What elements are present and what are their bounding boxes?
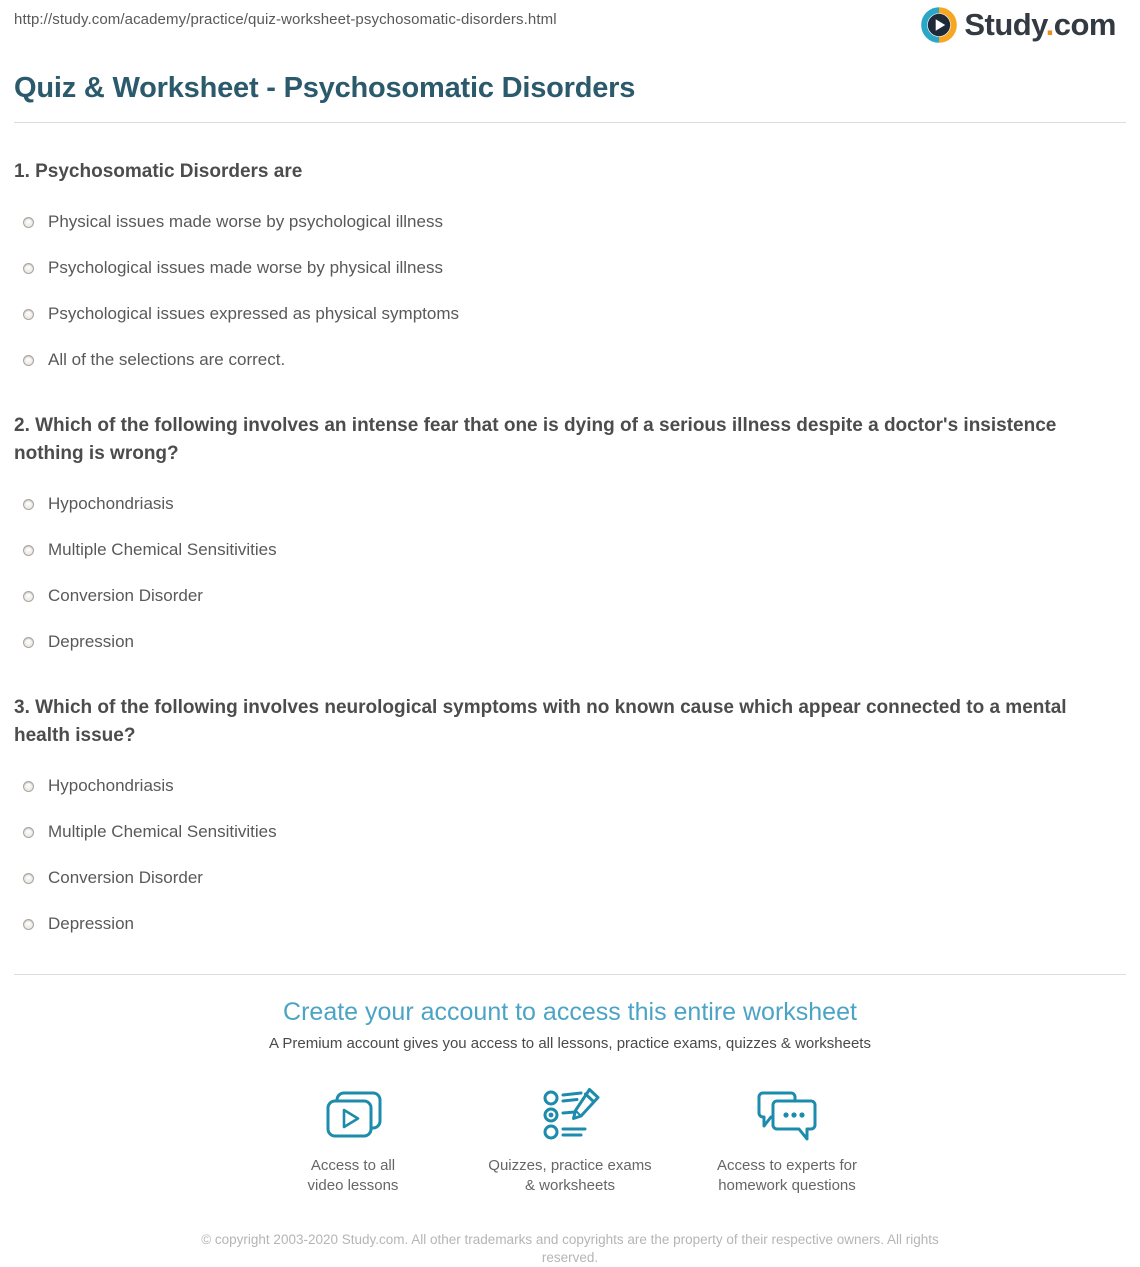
question-heading: 2. Which of the following involves an intense fear that one is dying of a serious illness despite a doctor's insistence nothing is wrong? — [14, 415, 1057, 464]
answer-option[interactable] — [23, 494, 1126, 514]
option-label: Conversion Disorder — [48, 586, 203, 605]
answer-option[interactable] — [23, 258, 1126, 278]
option-label: All of the selections are correct. — [48, 350, 286, 369]
question-heading: 1. Psychosomatic Disorders are — [14, 161, 303, 182]
feature-label: Access to experts for homework questions — [716, 1157, 858, 1194]
page-title: Quiz & Worksheet - Psychosomatic Disorders — [14, 72, 636, 104]
radio-button[interactable] — [23, 499, 34, 510]
question-3 — [14, 694, 1126, 934]
option-label: Hypochondriasis — [48, 776, 174, 795]
option-label: Hypochondriasis — [48, 494, 174, 513]
option-label: Psychological issues made worse by physical illness — [48, 258, 443, 277]
radio-button[interactable] — [23, 217, 34, 228]
radio-button[interactable] — [23, 263, 34, 274]
feature-quizzes-worksheets — [462, 1085, 679, 1196]
quizzes-worksheets-icon — [462, 1085, 679, 1145]
page-url: http://study.com/academy/practice/quiz-worksheet-psychosomatic-disorders.html — [14, 11, 557, 28]
answer-option[interactable] — [23, 304, 1126, 324]
answer-option[interactable] — [23, 540, 1126, 560]
radio-button[interactable] — [23, 873, 34, 884]
answer-option[interactable] — [23, 822, 1126, 842]
studycom-logo[interactable] — [921, 7, 1116, 43]
logo-wordmark: Study.com — [964, 7, 1116, 42]
chat-experts-icon — [679, 1085, 896, 1145]
question-1 — [14, 158, 1126, 370]
question-heading: 3. Which of the following involves neurological symptoms with no known cause which appear connected to a mental health issue? — [14, 697, 1067, 746]
radio-button[interactable] — [23, 309, 34, 320]
feature-video-lessons — [245, 1085, 462, 1196]
radio-button[interactable] — [23, 781, 34, 792]
create-account-link[interactable]: Create your account to access this entire worksheet — [283, 998, 857, 1026]
option-label: Psychological issues expressed as physical symptoms — [48, 304, 460, 323]
video-lessons-icon — [245, 1085, 462, 1145]
copyright-notice: © copyright 2003-2020 Study.com. All other trademarks and copyrights are the property of their respective owners. All rights reserved. — [201, 1232, 939, 1265]
option-label: Depression — [48, 914, 134, 933]
title-divider — [14, 122, 1126, 123]
radio-button[interactable] — [23, 355, 34, 366]
play-circle-icon — [921, 7, 957, 43]
radio-button[interactable] — [23, 919, 34, 930]
top-bar — [14, 0, 1126, 58]
answer-option[interactable] — [23, 350, 1126, 370]
option-label: Multiple Chemical Sensitivities — [48, 540, 277, 559]
radio-button[interactable] — [23, 545, 34, 556]
feature-label: Quizzes, practice exams & worksheets — [488, 1157, 652, 1194]
option-label: Physical issues made worse by psychological illness — [48, 212, 443, 231]
feature-list — [14, 1085, 1126, 1196]
option-label: Conversion Disorder — [48, 868, 203, 887]
answer-option[interactable] — [23, 914, 1126, 934]
answer-option[interactable] — [23, 212, 1126, 232]
feature-homework-experts — [679, 1085, 896, 1196]
answer-option[interactable] — [23, 586, 1126, 606]
question-2 — [14, 412, 1126, 652]
radio-button[interactable] — [23, 827, 34, 838]
radio-button[interactable] — [23, 591, 34, 602]
answer-option[interactable] — [23, 868, 1126, 888]
premium-benefits-text: A Premium account gives you access to all lessons, practice exams, quizzes & worksheets — [269, 1035, 871, 1052]
option-label: Multiple Chemical Sensitivities — [48, 822, 277, 841]
radio-button[interactable] — [23, 637, 34, 648]
feature-label: Access to all video lessons — [307, 1157, 399, 1194]
cta-section — [14, 975, 1126, 1267]
answer-option[interactable] — [23, 632, 1126, 652]
answer-option[interactable] — [23, 776, 1126, 796]
option-label: Depression — [48, 632, 134, 651]
